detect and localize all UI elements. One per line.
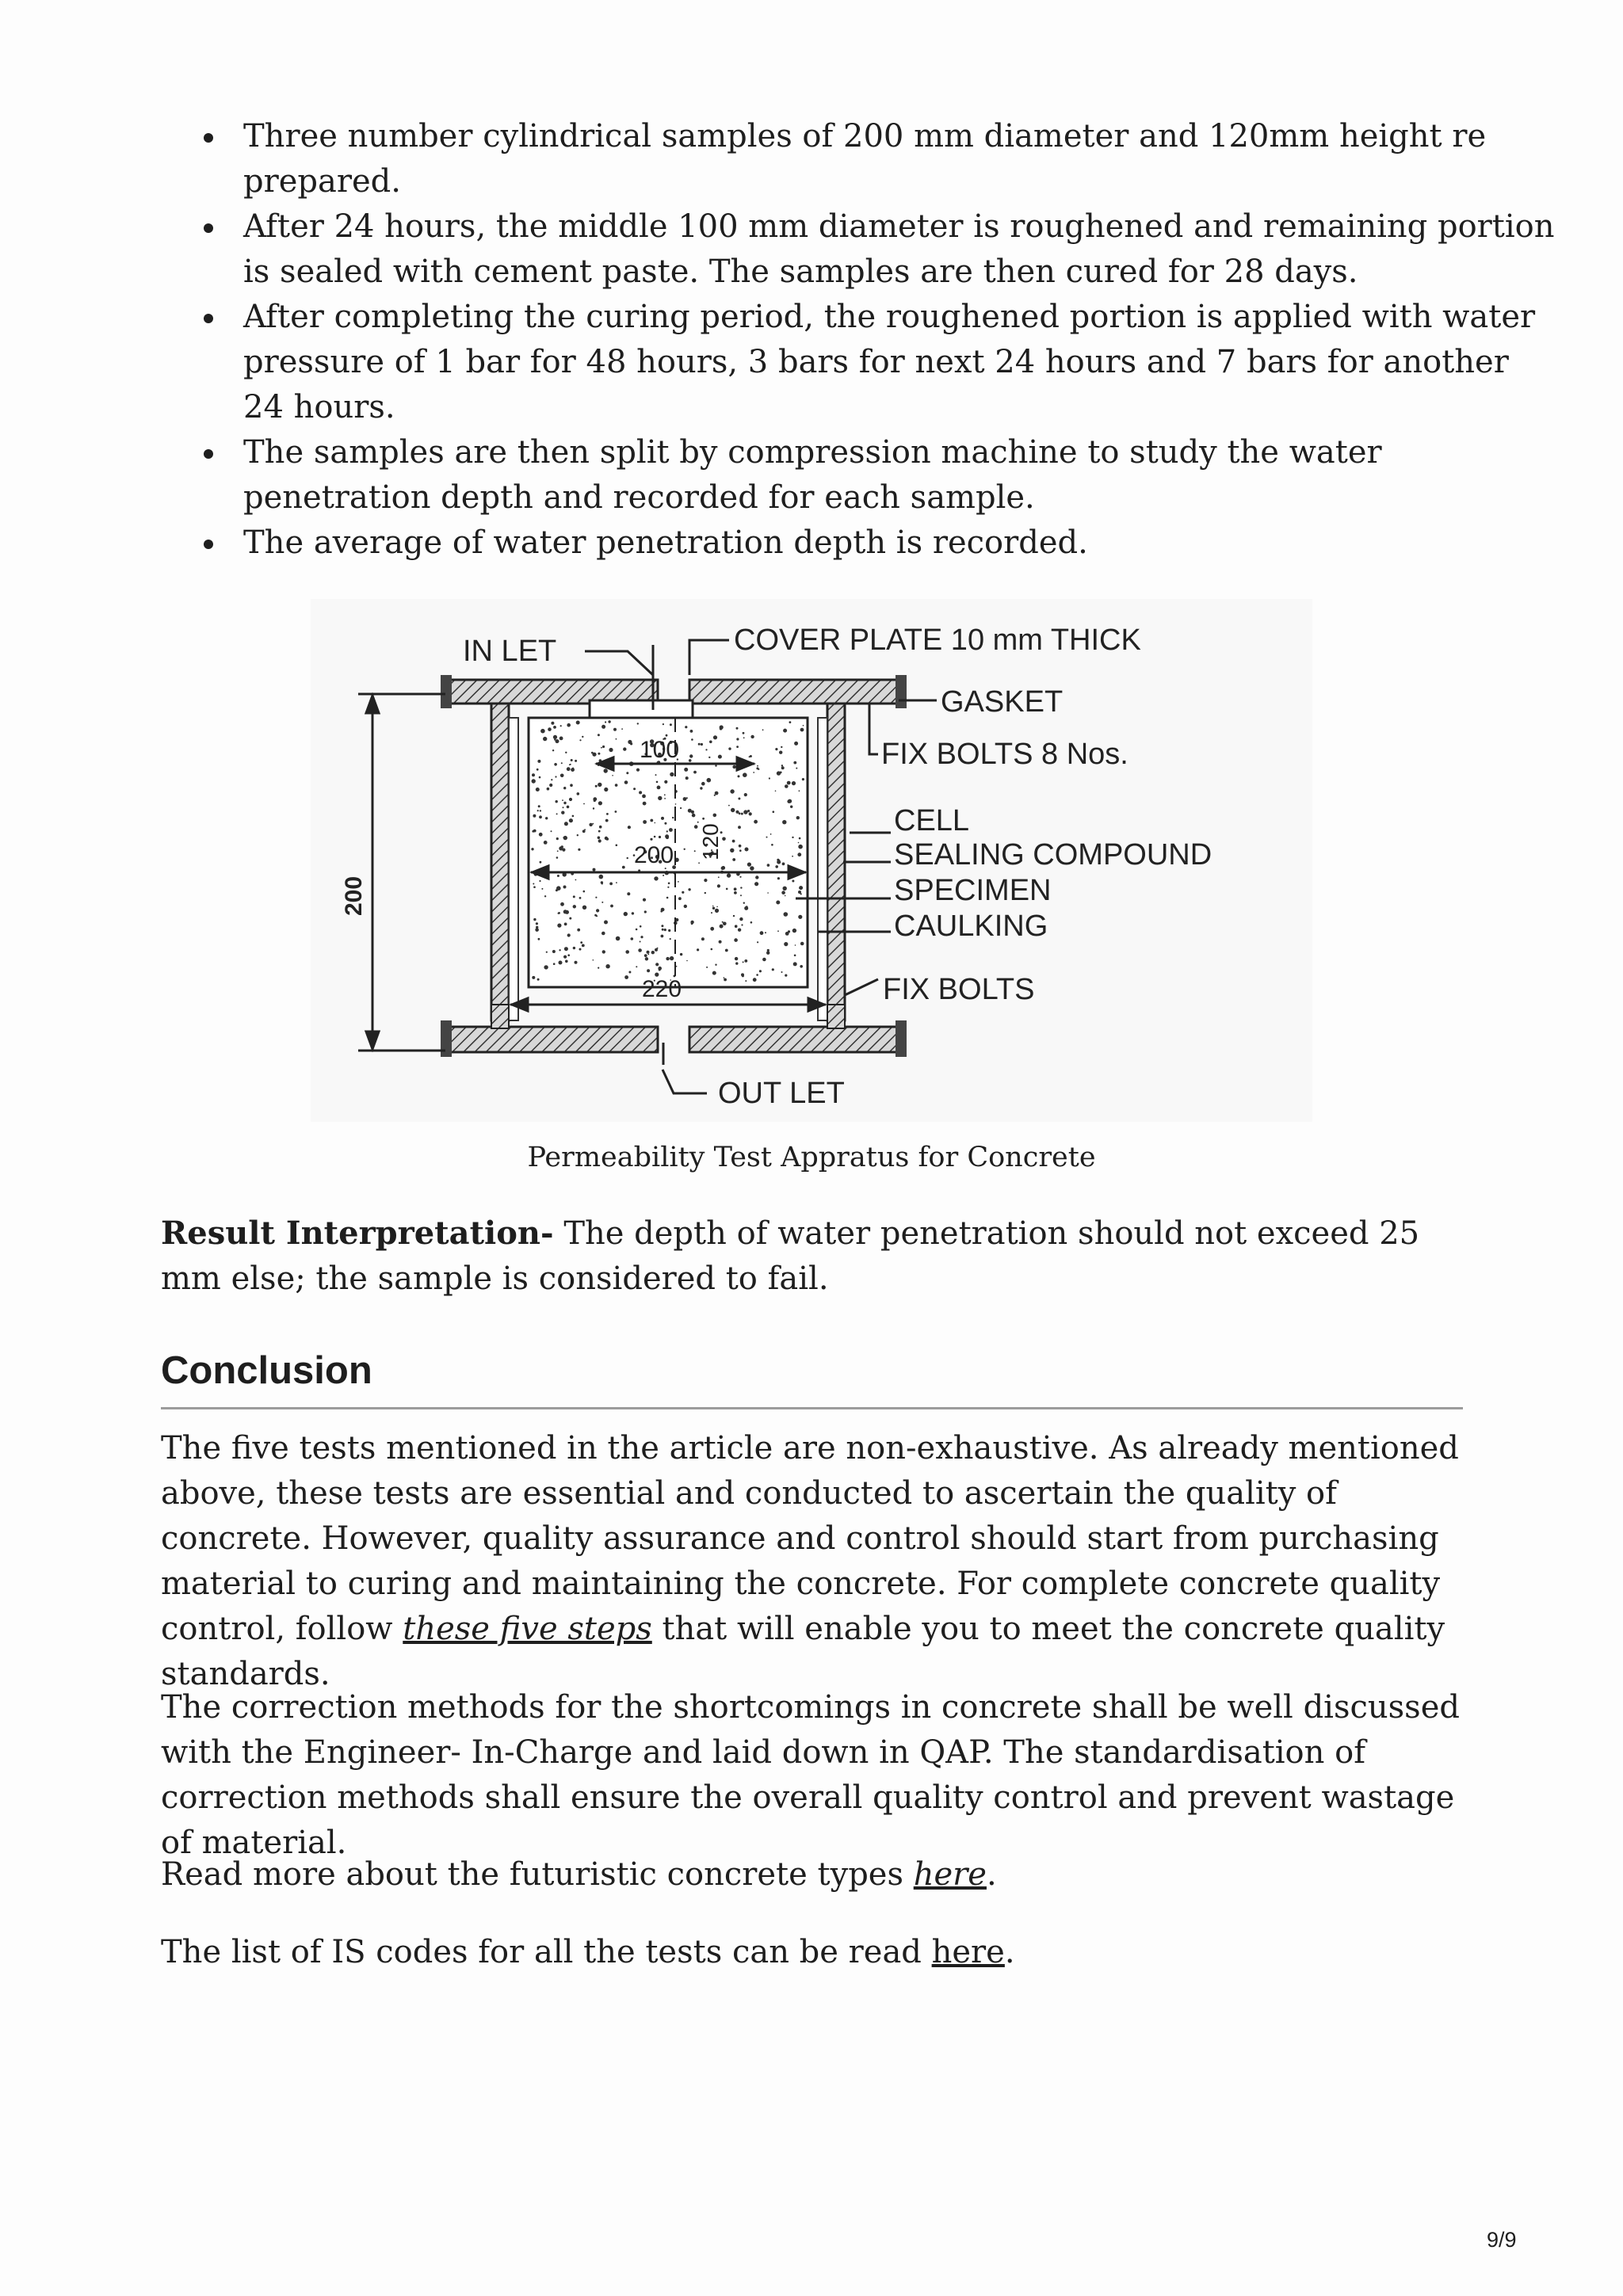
cell-wall-left — [491, 704, 509, 1020]
caulking-left — [509, 718, 518, 1020]
label-sealing-compound: SEALING COMPOUND — [894, 838, 1212, 871]
list-item: Three number cylindrical samples of 200 mm diameter and 120mm height re prepared. — [243, 114, 1559, 204]
bolt-head-icon — [441, 675, 452, 708]
dim-label-120: 120 — [698, 823, 723, 860]
label-gasket: GASKET — [941, 685, 1064, 719]
is-codes-here-link[interactable]: here — [931, 1934, 1005, 1970]
list-item: After 24 hours, the middle 100 mm diameter is roughened and remaining portion is sealed with cement paste. The samples are then cured for 28 days. — [243, 204, 1559, 295]
label-cell: CELL — [894, 804, 970, 837]
conclusion-paragraph-3: Read more about the futuristic concrete types here. — [161, 1856, 997, 1893]
label-caulking: CAULKING — [894, 910, 1048, 943]
caulking-right — [818, 718, 827, 1020]
procedure-bullet-list — [158, 114, 1559, 566]
base-plate-left — [449, 1027, 658, 1052]
base-plate-right — [689, 1027, 899, 1052]
permeability-apparatus-diagram — [311, 599, 1312, 1122]
result-interpretation — [161, 1211, 1476, 1302]
result-text: The depth of water penetration should not exceed 25 mm else; the sample is considered to fail. — [161, 1215, 1420, 1297]
cell-wall-right — [827, 704, 845, 1020]
section-heading-conclusion: Conclusion — [161, 1349, 372, 1392]
bolt-head-icon — [896, 675, 907, 708]
dim-label-200-height: 200 — [341, 875, 367, 916]
list-item: After completing the curing period, the roughened portion is applied with water pressure of 1 bar for 48 hours, 3 bars for next 24 hours and 7 bars for another 24 hours. — [243, 295, 1559, 430]
bolt-head-icon — [896, 1020, 907, 1057]
cover-plate-right — [689, 680, 899, 704]
label-cover-plate: COVER PLATE 10 mm THICK — [734, 624, 1141, 657]
these-five-steps-link[interactable]: these five steps — [403, 1611, 652, 1647]
bottom-flange-right — [827, 1005, 845, 1028]
conclusion-paragraph-2: The correction methods for the shortcomings in concrete shall be well discussed with the Engineer- In-Charge and laid down in QAP. The standardisation of correction methods shall ensure the overall quality control and prevent wastage of material. — [161, 1689, 1460, 1861]
label-inlet: IN LET — [463, 635, 557, 668]
list-item: The average of water penetration depth is recorded. — [243, 521, 1559, 566]
label-outlet: OUT LET — [718, 1077, 845, 1110]
label-fix-bolts-8: FIX BOLTS 8 Nos. — [881, 738, 1128, 771]
list-item: The samples are then split by compression machine to study the water penetration depth and recorded for each sample. — [243, 430, 1559, 521]
dim-label-220: 220 — [642, 976, 682, 1002]
label-fix-bolts: FIX BOLTS — [883, 973, 1035, 1006]
figure-caption: Permeability Test Appratus for Concrete — [527, 1142, 1096, 1173]
bottom-flange-left — [491, 1005, 509, 1028]
page-number: 9/9 — [1487, 2228, 1517, 2252]
conclusion-paragraph-1: The five tests mentioned in the article are non-exhaustive. As already mentioned above, these tests are essential and conducted to ascertain the quality of concrete. However, quality assurance and control should start from purchasing material to curing and maintaining the concrete. For complete concrete quality control, follow these five steps that will enable you to meet the concrete quality standards. — [161, 1430, 1459, 1692]
futuristic-concrete-here-link[interactable]: here — [913, 1856, 987, 1893]
result-label: Result Interpretation- — [161, 1215, 554, 1252]
heading-divider — [161, 1407, 1463, 1409]
dim-label-100: 100 — [640, 737, 680, 763]
conclusion-paragraph-4: The list of IS codes for all the tests can be read here. — [161, 1934, 1015, 1970]
dim-label-200-diameter: 200 — [634, 842, 674, 868]
label-specimen: SPECIMEN — [894, 874, 1052, 907]
